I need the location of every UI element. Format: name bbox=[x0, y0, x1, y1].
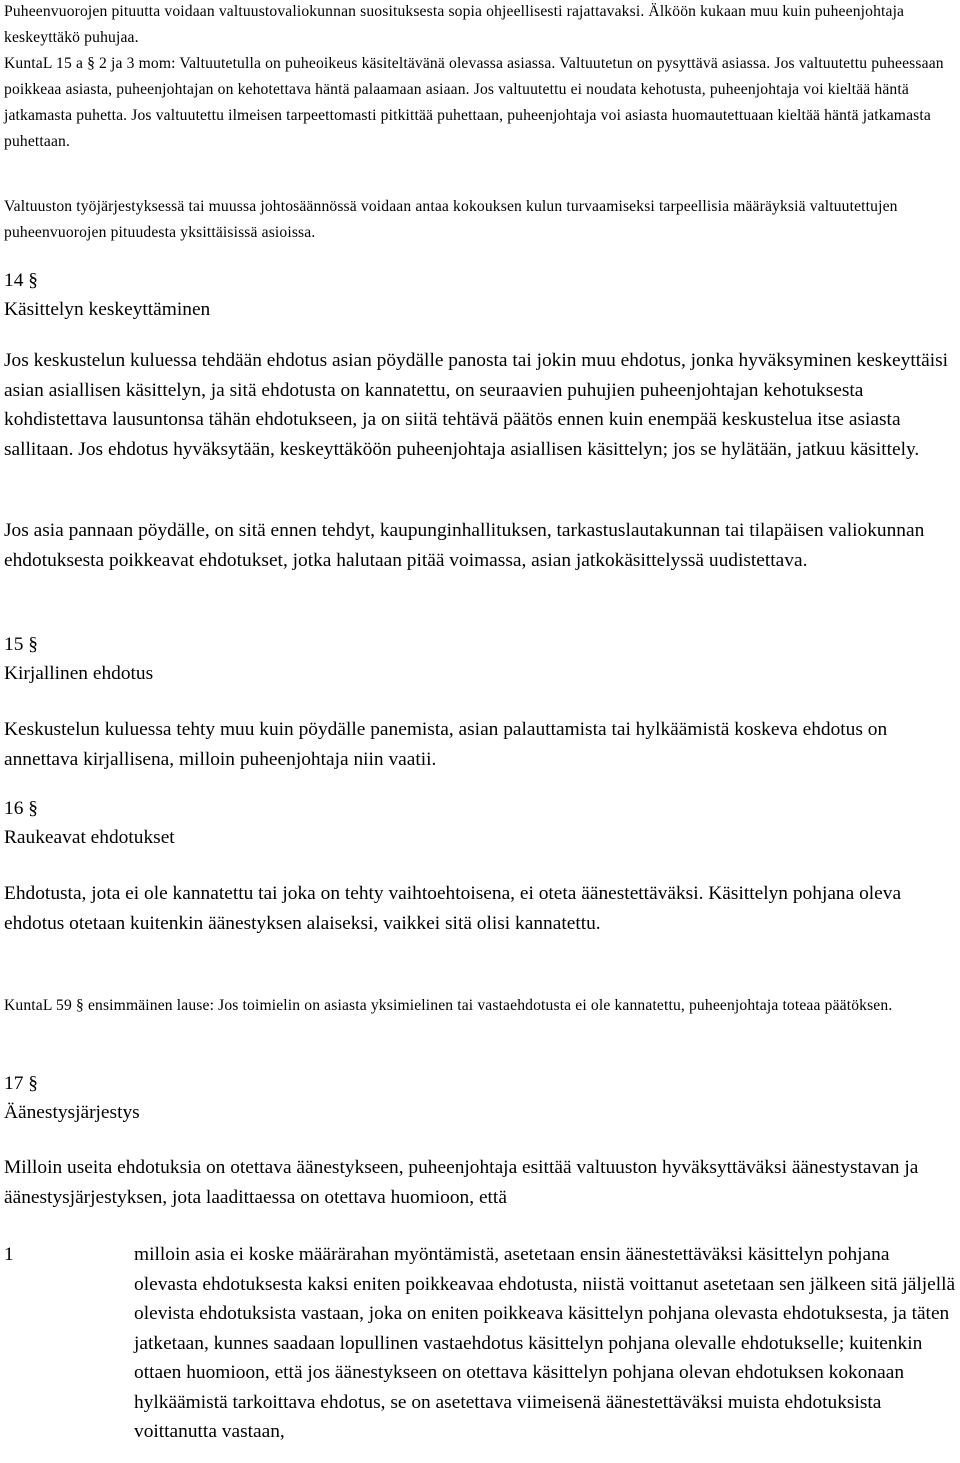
paragraph-rules-of-procedure: Valtuuston työjärjestyksessä tai muussa johtosäännössä voidaan antaa kokouksen kulun turvaamiseksi tarpeellisia määräyksiä valtuutettujen puheenvuorojen pituudesta yksittäisissä asioissa. bbox=[4, 198, 898, 241]
section-heading-15 bbox=[4, 630, 153, 688]
list-item bbox=[4, 1240, 956, 1447]
paragraph-speech-length: Puheenvuorojen pituutta voidaan valtuustovaliokunnan suosituksesta sopia ohjeellisesti rajattavaksi. Älköön kukaan muu kuin puheenjohtaja keskeyttäkö puhujaa. bbox=[4, 3, 905, 46]
section-title: Äänestysjärjestys bbox=[4, 1102, 140, 1123]
paragraph-kuntal-15a: KuntaL 15 a § 2 ja 3 mom: Valtuutetulla on puheoikeus käsiteltävänä olevassa asiassa. Valtuutetun on pysyttävä asiassa. Jos valtuutettu puheessaan poikkeaa asiasta, puheenjohtajan on kehotettava häntä palaamaan asiaan. Jos valtuutettu ei noudata kehotusta, puheenjohtaja voi kieltää häntä jatkamasta puhetta. Jos valtuutettu ilmeisen tarpeettomasti pitkittää puhettaan, puheenjohtaja voi asiasta huomautettuaan kieltää häntä jatkamasta puhettaan. bbox=[4, 55, 944, 150]
list-item-number: 1 bbox=[4, 1244, 14, 1265]
section-heading-17 bbox=[4, 1069, 140, 1127]
paragraph-written-proposal: Keskustelun kuluessa tehty muu kuin pöydälle panemista, asian palauttamista tai hylkäämistä koskeva ehdotus on annettava kirjallisena, milloin puheenjohtaja niin vaatii. bbox=[4, 719, 888, 770]
section-number: 16 § bbox=[4, 798, 38, 819]
section-title: Raukeavat ehdotukset bbox=[4, 827, 175, 848]
paragraph-lapsing-proposals: Ehdotusta, jota ei ole kannatettu tai joka on tehty vaihtoehtoisena, ei oteta äänestettäväksi. Käsittelyn pohjana oleva ehdotus otetaan kuitenkin äänestyksen alaiseksi, vaikkei sitä olisi kannatettu. bbox=[4, 883, 902, 934]
paragraph-tabling: Jos asia pannaan pöydälle, on sitä ennen tehdyt, kaupunginhallituksen, tarkastuslautakunnan tai tilapäisen valiokunnan ehdotuksesta poikkeavat ehdotukset, jotka halutaan pitää voimassa, asian jatkokäsittelyssä uudistettava. bbox=[4, 520, 925, 571]
section-number: 17 § bbox=[4, 1073, 38, 1094]
list-item-text: milloin asia ei koske määrärahan myöntämistä, asetetaan ensin äänestettäväksi käsittelyn pohjana olevasta ehdotuksesta kaksi eniten poikkeavaa ehdotusta, niistä voittanut asetetaan sen jälkeen sitä jäljellä olevista ehdotuksista vastaan, joka on eniten poikkeava käsittelyn pohjana olevasta ehdotuksesta, ja täten jatketaan, kunnes saadaan lopullinen vastaehdotus käsittelyn pohjana olevalle ehdotukselle; kuitenkin ottaen huomioon, että jos äänestykseen on otettava käsittelyn pohjana olevan ehdotuksen kokonaan hylkäämistä tarkoittava ehdotus, se on asetettava viimeisenä äänestettäväksi muista ehdotuksista voittanutta vastaan, bbox=[134, 1244, 956, 1442]
paragraph-voting-order: Milloin useita ehdotuksia on otettava äänestykseen, puheenjohtaja esittää valtuuston hyväksyttäväksi äänestystavan ja äänestysjärjestyksen, jota laadittaessa on otettava huomioon, että bbox=[4, 1157, 919, 1208]
section-heading-14 bbox=[4, 266, 210, 324]
paragraph-kuntal-59: KuntaL 59 § ensimmäinen lause: Jos toimielin on asiasta yksimielinen tai vastaehdotusta ei ole kannatettu, puheenjohtaja toteaa päätöksen. bbox=[4, 997, 893, 1014]
section-number: 15 § bbox=[4, 634, 38, 655]
section-title: Kirjallinen ehdotus bbox=[4, 663, 154, 684]
paragraph-interruption-proposal: Jos keskustelun kuluessa tehdään ehdotus asian pöydälle panosta tai jokin muu ehdotus, jonka hyväksyminen keskeyttäisi asian asiallisen käsittelyn, ja sitä ehdotusta on kannatettu, on seuraavien puhujien puheenjohtajan kehotuksesta kohdistettava lausuntonsa tähän ehdotukseen, ja on siitä tehtävä päätös ennen kuin enempää keskustelua itse asiasta sallitaan. Jos ehdotus hyväksytään, keskeyttäköön puheenjohtaja asiallisen käsittelyn; jos se hylätään, jatkuu käsittely. bbox=[4, 350, 949, 460]
section-heading-16 bbox=[4, 794, 175, 852]
section-number: 14 § bbox=[4, 270, 38, 291]
section-title: Käsittelyn keskeyttäminen bbox=[4, 299, 211, 320]
